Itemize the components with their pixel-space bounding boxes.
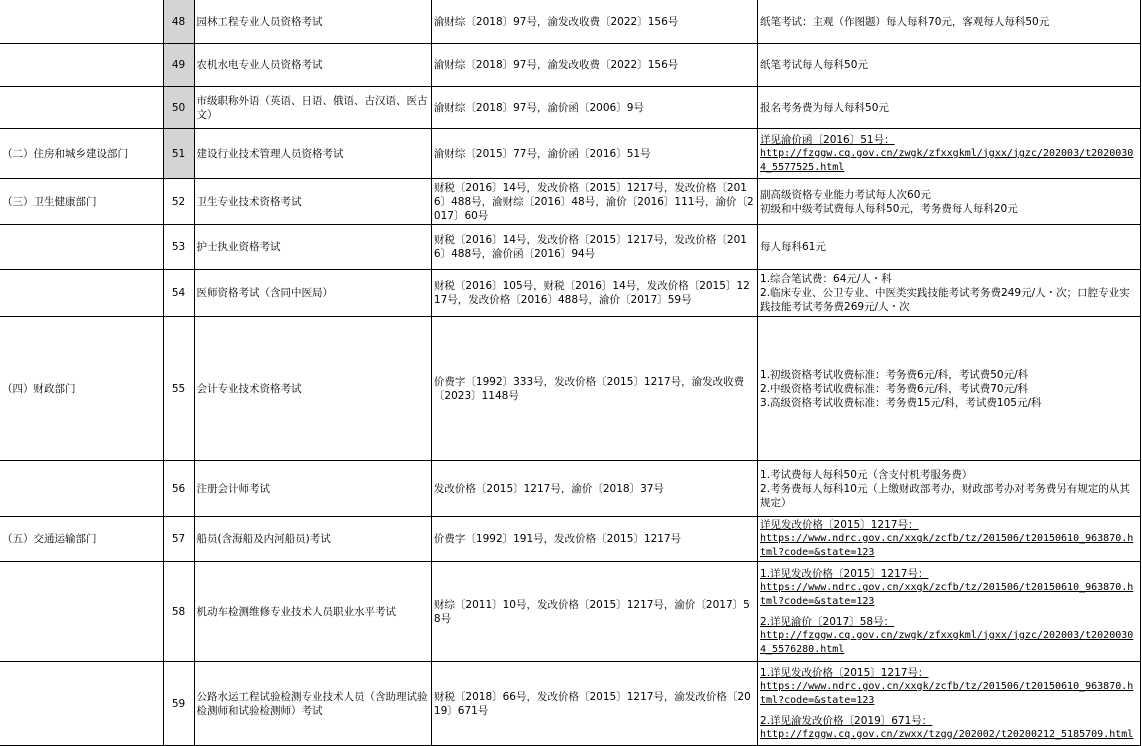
- note-line[interactable]: 1.详见发改价格〔2015〕1217号：: [760, 666, 929, 679]
- note-cell: [758, 662, 1141, 746]
- note-line[interactable]: 详见发改价格〔2015〕1217号：: [760, 519, 919, 531]
- table-row: [0, 270, 1141, 317]
- note-line: 1.考试费每人每科50元（含支付机考服务费）: [760, 468, 973, 481]
- exam-name: 注册会计师考试: [194, 461, 431, 517]
- table-row: [0, 44, 1141, 87]
- row-number: 51: [163, 129, 194, 179]
- dept-cell: [0, 87, 163, 129]
- row-number: 57: [163, 517, 194, 562]
- note-line: 纸笔考试：主观（作图题）每人每科70元，客观每人每科50元: [760, 15, 1050, 28]
- row-number: 59: [163, 662, 194, 746]
- table-row: [0, 179, 1141, 225]
- note-url[interactable]: http://fzggw.cq.gov.cn/zwgk/zfxxgkml/jgxx/jgzc/202003/t20200304_5576280.html: [760, 629, 1134, 655]
- note-line: 2.中级资格考试收费标准：考务费6元/科，考试费70元/科: [760, 382, 1029, 395]
- dept-cell: （三）卫生健康部门: [0, 179, 163, 225]
- note-line[interactable]: 2.详见渝发改价格〔2019〕671号：: [760, 714, 933, 727]
- dept-cell: [0, 44, 163, 87]
- exam-name: 船员(含海船及内河船员)考试: [194, 517, 431, 562]
- note-url[interactable]: http://fzggw.cq.gov.cn/zwxx/tzgg/202002/t20200212_5185709.html: [760, 728, 1134, 740]
- dept-cell: [0, 225, 163, 270]
- note-line: 2.考务费每人每科10元（上缴财政部考办，财政部考办对考务费另有规定的从其规定）: [760, 482, 1130, 509]
- dept-cell: （二）住房和城乡建设部门: [0, 129, 163, 179]
- dept-cell: [0, 662, 163, 746]
- table-row: [0, 225, 1141, 270]
- note-url[interactable]: https://www.ndrc.gov.cn/xxgk/zcfb/tz/201506/t20150610_963870.html?code=&state=123: [760, 680, 1134, 706]
- note-line: 纸笔考试每人每科50元: [760, 59, 868, 71]
- basis-cell: 发改价格〔2015〕1217号，渝价〔2018〕37号: [431, 461, 757, 517]
- table-row: [0, 87, 1141, 129]
- note-cell: [758, 0, 1141, 44]
- note-line[interactable]: 1.详见发改价格〔2015〕1217号：: [760, 567, 929, 580]
- note-line: 1.初级资格考试收费标准：考务费6元/科，考试费50元/科: [760, 368, 1029, 381]
- note-cell: [758, 270, 1141, 317]
- table-row: [0, 461, 1141, 517]
- exam-name: 建设行业技术管理人员资格考试: [194, 129, 431, 179]
- row-number: 55: [163, 317, 194, 461]
- note-line[interactable]: 2.详见渝价〔2017〕58号：: [760, 615, 895, 628]
- note-url[interactable]: https://www.ndrc.gov.cn/xxgk/zcfb/tz/201506/t20150610_963870.html?code=&state=123: [760, 581, 1134, 607]
- basis-cell: 渝财综〔2018〕97号，渝价函〔2006〕9号: [431, 87, 757, 129]
- row-number: 50: [163, 87, 194, 129]
- exam-name: 园林工程专业人员资格考试: [194, 0, 431, 44]
- exam-name: 市级职称外语（英语、日语、俄语、古汉语、医古文）: [194, 87, 431, 129]
- basis-cell: 渝财综〔2015〕77号，渝价函〔2016〕51号: [431, 129, 757, 179]
- basis-cell: 财税〔2016〕14号，发改价格〔2015〕1217号，发改价格〔2016〕488号，渝财综〔2016〕48号，渝价〔2016〕111号，渝价〔2017〕60号: [431, 179, 757, 225]
- dept-cell: [0, 0, 163, 44]
- note-cell: [758, 225, 1141, 270]
- table-row: [0, 517, 1141, 562]
- exam-name: 医师资格考试（含同中医局）: [194, 270, 431, 317]
- exam-name: 会计专业技术资格考试: [194, 317, 431, 461]
- exam-name: 卫生专业技术资格考试: [194, 179, 431, 225]
- basis-cell: 财税〔2016〕105号，财税〔2016〕14号，发改价格〔2015〕1217号，发改价格〔2016〕488号，渝价〔2017〕59号: [431, 270, 757, 317]
- note-line: 副高级资格专业能力考试每人次60元: [760, 188, 931, 201]
- row-number: 53: [163, 225, 194, 270]
- row-number: 54: [163, 270, 194, 317]
- dept-cell: [0, 270, 163, 317]
- basis-cell: 财税〔2016〕14号，发改价格〔2015〕1217号，发改价格〔2016〕488号，渝价函〔2016〕94号: [431, 225, 757, 270]
- table-row: [0, 129, 1141, 179]
- note-line: 3.高级资格考试收费标准：考务费15元/科，考试费105元/科: [760, 396, 1042, 409]
- note-url[interactable]: https://www.ndrc.gov.cn/xxgk/zcfb/tz/201506/t20150610_963870.html?code=&state=123: [760, 533, 1134, 558]
- note-url[interactable]: http://fzggw.cq.gov.cn/zwgk/zfxxgkml/jgxx/jgzc/202003/t20200304_5577525.html: [760, 147, 1134, 173]
- basis-cell: 财税〔2018〕66号，发改价格〔2015〕1217号，渝发改价格〔2019〕671号: [431, 662, 757, 746]
- note-cell: [758, 517, 1141, 562]
- basis-cell: 价费字〔1992〕333号，发改价格〔2015〕1217号，渝发改收费〔2023〕1148号: [431, 317, 757, 461]
- dept-cell: （四）财政部门: [0, 317, 163, 461]
- exam-name: 公路水运工程试验检测专业技术人员（含助理试验检测师和试验检测师）考试: [194, 662, 431, 746]
- note-cell: [758, 87, 1141, 129]
- table-row: [0, 317, 1141, 461]
- row-number: 58: [163, 562, 194, 662]
- exam-name: 护士执业资格考试: [194, 225, 431, 270]
- row-number: 49: [163, 44, 194, 87]
- table-row: [0, 662, 1141, 746]
- note-cell: [758, 129, 1141, 179]
- dept-cell: [0, 562, 163, 662]
- basis-cell: 渝财综〔2018〕97号，渝发改收费〔2022〕156号: [431, 0, 757, 44]
- note-cell: [758, 461, 1141, 517]
- note-cell: [758, 179, 1141, 225]
- basis-cell: 价费字〔1992〕191号，发改价格〔2015〕1217号: [431, 517, 757, 562]
- basis-cell: 财综〔2011〕10号，发改价格〔2015〕1217号，渝价〔2017〕58号: [431, 562, 757, 662]
- row-number: 52: [163, 179, 194, 225]
- note-cell: [758, 44, 1141, 87]
- note-line: 2.临床专业、公卫专业、中医类实践技能考试考务费249元/人・次；口腔专业实践技能考试考务费269元/人・次: [760, 287, 1130, 313]
- exam-name: 农机水电专业人员资格考试: [194, 44, 431, 87]
- note-cell: [758, 562, 1141, 662]
- row-number: 48: [163, 0, 194, 44]
- row-number: 56: [163, 461, 194, 517]
- table-row: [0, 562, 1141, 662]
- note-line[interactable]: 详见渝价函〔2016〕51号：: [760, 133, 895, 146]
- dept-cell: [0, 461, 163, 517]
- note-line: 1.综合笔试费：64元/人・科: [760, 273, 892, 285]
- basis-cell: 渝财综〔2018〕97号，渝发改收费〔2022〕156号: [431, 44, 757, 87]
- dept-cell: （五）交通运输部门: [0, 517, 163, 562]
- note-line: 每人每科61元: [760, 241, 826, 253]
- table-row: [0, 0, 1141, 44]
- exam-name: 机动车检测维修专业技术人员职业水平考试: [194, 562, 431, 662]
- note-line: 报名考务费为每人每科50元: [760, 101, 889, 114]
- note-line: 初级和中级考试费每人每科50元，考务费每人每科20元: [760, 202, 1018, 215]
- note-cell: [758, 317, 1141, 461]
